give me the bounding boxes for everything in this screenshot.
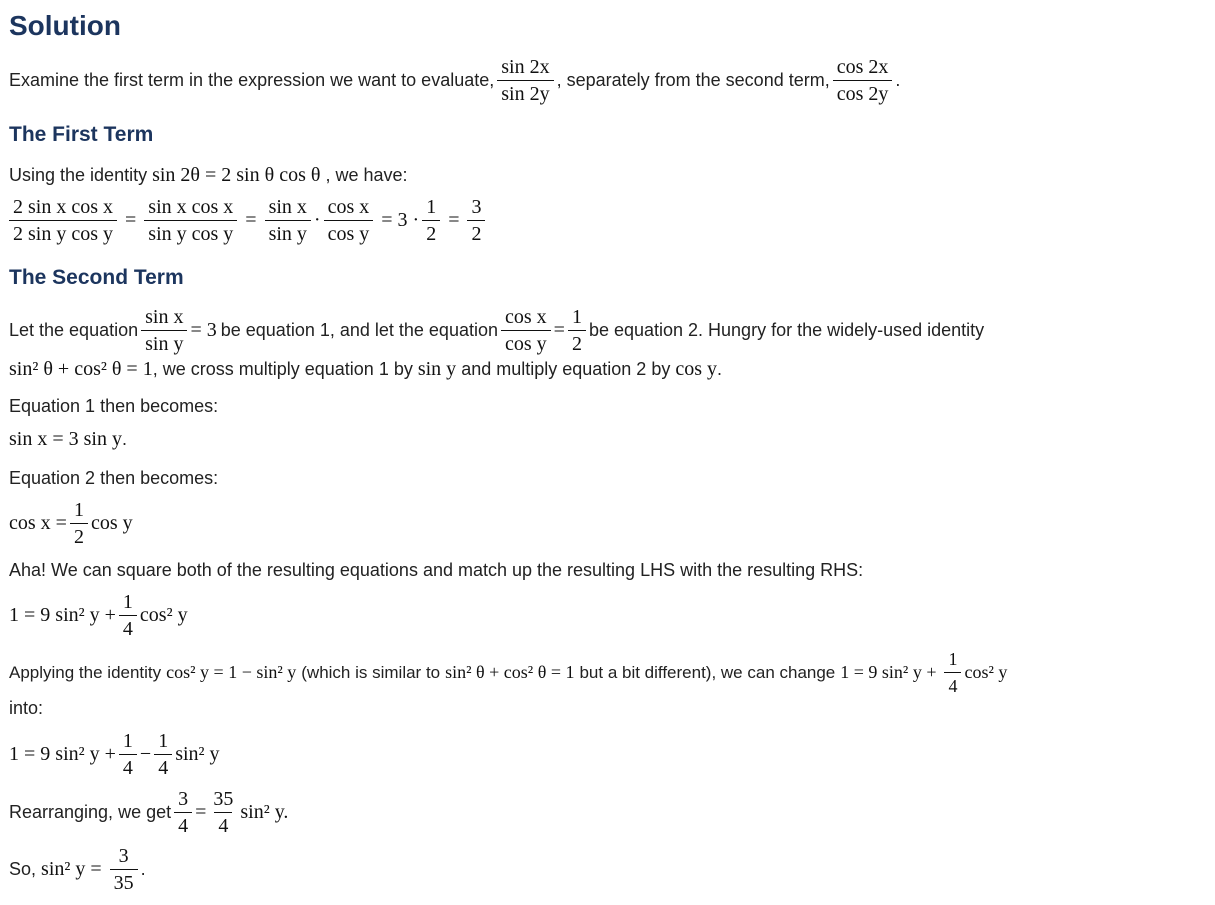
chain-frac-6: [467, 196, 485, 245]
eq1-den: sin y: [141, 330, 187, 355]
intro-line: [9, 56, 900, 105]
eq2-result-num: 1: [73, 499, 84, 521]
first-term-identity-line: [9, 164, 407, 187]
eq2-den: cos y: [501, 330, 551, 355]
rearr-fraction-2: [209, 788, 237, 837]
squared-tail: cos² y: [139, 604, 188, 626]
cross-multiply-line: [9, 358, 722, 381]
equation-1-label-text: be equation 1, and let the equation: [220, 320, 498, 340]
first-term-chain: $\frac{\text{2 sin x cos x}}{\text{2 sin y cos y}}$ = $\frac{\text{sin x cos x}}{\text{sin y cos y}}$ = $\frac{\text{sin x}}{\text{sin y}}$ · $\frac{\text{cos x}}{\text{cos y}}$ = 3 · $\frac{1}{2}$ = $\frac{3}{2}$: [6, 196, 488, 245]
eq2-rhs-den: 2: [568, 330, 586, 355]
chain-frac-2-num: sin x cos x: [148, 196, 234, 218]
identity-outro-text: , we have:: [325, 165, 408, 185]
chain-frac-5-num: 1: [426, 196, 437, 218]
chain-frac-6-den: 2: [467, 220, 485, 245]
chain-frac-3: [265, 196, 311, 245]
squared-den: 4: [119, 615, 137, 640]
eq2-result-fraction: [70, 499, 88, 548]
chain-frac-6-num: 3: [471, 196, 482, 218]
equation-2-label-text: be equation 2. Hungry for the widely-used identity: [588, 320, 985, 340]
eq2-num: cos x: [504, 306, 547, 328]
chain-frac-2-den: sin y cos y: [144, 220, 237, 245]
new-eq-den-2: 4: [154, 754, 172, 779]
apply-identity-1: cos² y = 1 − sin² y: [166, 662, 297, 682]
new-eq-num-2: 1: [158, 730, 169, 752]
chain-frac-1: [9, 196, 117, 245]
chain-frac-5: [422, 196, 440, 245]
new-eq-fraction-2: [154, 730, 172, 779]
intro-text-c: .: [895, 70, 901, 90]
eq2-becomes-text: Equation 2 then becomes:: [9, 468, 219, 488]
eq2-result-den: 2: [70, 523, 88, 548]
so-lhs: sin² y =: [41, 858, 102, 880]
rearr-equals: =: [195, 801, 207, 823]
eq1-num: sin x: [145, 306, 184, 328]
term1-numerator: sin 2x: [501, 56, 550, 78]
chain-frac-2: [144, 196, 237, 245]
chain-frac-5-den: 2: [422, 220, 440, 245]
rearr-den-2: 4: [214, 812, 232, 837]
new-eq-tail: sin² y: [175, 743, 220, 765]
apply-identity-2: sin² θ + cos² θ = 1: [445, 662, 575, 682]
chain-frac-1-num: 2 sin x cos x: [13, 196, 113, 218]
squared-fraction: [119, 591, 137, 640]
squared-lhs: 1 = 9 sin² y +: [9, 604, 116, 626]
chain-three-dot: 3 ·: [397, 209, 420, 231]
chain-frac-3-num: sin x: [268, 196, 307, 218]
term2-denominator: cos 2y: [833, 80, 893, 105]
so-line: [9, 845, 146, 894]
page-title: Solution: [9, 10, 121, 41]
apply-eq-fraction: [944, 648, 961, 697]
rearr-den-1: 4: [174, 812, 192, 837]
apply-text-b: (which is similar to: [301, 662, 441, 682]
second-term-heading: The Second Term: [9, 266, 184, 289]
into-text: into:: [9, 698, 44, 718]
rearr-num-1: 3: [178, 788, 189, 810]
rearranging-line: [9, 788, 288, 837]
term2-fraction: [833, 56, 893, 105]
multiplier-2: cos y: [675, 358, 717, 380]
equations-definition-line: Let the equation $\frac{\text{sin x}}{\text{sin y}}$ = 3 be equation 1, and let the equation $\frac{\text{cos x}}{\text{cos y}}$ = $\frac{1}{2}$ be equation 2. Hungry for the widely-used identity: [9, 306, 985, 355]
intro-text-a: Examine the first term in the expression we want to evaluate,: [9, 70, 495, 90]
new-eq-num-1: 1: [122, 730, 133, 752]
aha-text: Aha! We can square both of the resulting equations and match up the resulting LHS with the resulting RHS:: [9, 560, 864, 580]
period: .: [717, 359, 723, 379]
chain-frac-4: [324, 196, 374, 245]
term1-denominator: sin 2y: [497, 80, 553, 105]
new-eq-den-1: 4: [119, 754, 137, 779]
chain-frac-3-den: sin y: [265, 220, 311, 245]
eq2-result-lhs: cos x =: [9, 512, 67, 534]
let-equation-text: Let the equation: [9, 320, 139, 340]
eq2-rhs-fraction: [568, 306, 586, 355]
multiplier-1: sin y: [417, 358, 457, 380]
eq1-result-line: sin x = 3 sin y .: [9, 428, 127, 450]
rearr-tail: sin² y.: [240, 801, 289, 823]
eq1-result: sin x = 3 sin y: [9, 428, 122, 450]
rearr-fraction-1: [174, 788, 192, 837]
term1-fraction: [497, 56, 553, 105]
apply-eq-den: 4: [944, 672, 961, 697]
eq1-rhs: = 3: [190, 319, 217, 341]
rearranging-text: Rearranging, we get: [9, 802, 172, 822]
chain-frac-4-den: cos y: [324, 220, 374, 245]
new-eq-fraction-1: [119, 730, 137, 779]
apply-eq-tail: cos² y: [964, 662, 1008, 682]
new-eq-lhs: 1 = 9 sin² y +: [9, 743, 116, 765]
apply-identity-line: [9, 648, 1007, 697]
squared-num: 1: [122, 591, 133, 613]
so-den: 35: [110, 869, 138, 894]
new-equation-line: [9, 730, 220, 779]
eq2-rhs-num: 1: [571, 306, 582, 328]
eq1-becomes-text: Equation 1 then becomes:: [9, 396, 219, 416]
double-angle-identity: sin 2θ = 2 sin θ cos θ: [152, 164, 321, 186]
so-text: So,: [9, 859, 37, 879]
apply-text-c: but a bit different), we can change: [579, 662, 836, 682]
rearr-num-2: 35: [213, 788, 234, 810]
term2-numerator: cos 2x: [836, 56, 889, 78]
multiply-text: and multiply equation 2 by: [461, 359, 671, 379]
eq2-result-line: [9, 499, 133, 548]
so-num: 3: [118, 845, 129, 867]
so-end: .: [140, 859, 146, 879]
eq2-fraction: [501, 306, 551, 355]
identity-intro-text: Using the identity: [9, 165, 148, 185]
eq1-fraction: [141, 306, 187, 355]
cross-multiply-text: , we cross multiply equation 1 by: [152, 359, 413, 379]
apply-eq-num: 1: [948, 649, 958, 669]
squared-equation-line: [9, 591, 188, 640]
pythagorean-identity: sin² θ + cos² θ = 1: [9, 358, 153, 380]
eq2-result-tail: cos y: [90, 512, 133, 534]
so-fraction: [110, 845, 138, 894]
apply-text-a: Applying the identity: [9, 662, 162, 682]
intro-text-b: , separately from the second term,: [556, 70, 830, 90]
new-eq-minus: −: [139, 743, 152, 765]
chain-frac-4-num: cos x: [327, 196, 370, 218]
chain-frac-1-den: 2 sin y cos y: [9, 220, 117, 245]
apply-eq-lhs: 1 = 9 sin² y +: [840, 662, 937, 682]
first-term-heading: The First Term: [9, 123, 154, 146]
